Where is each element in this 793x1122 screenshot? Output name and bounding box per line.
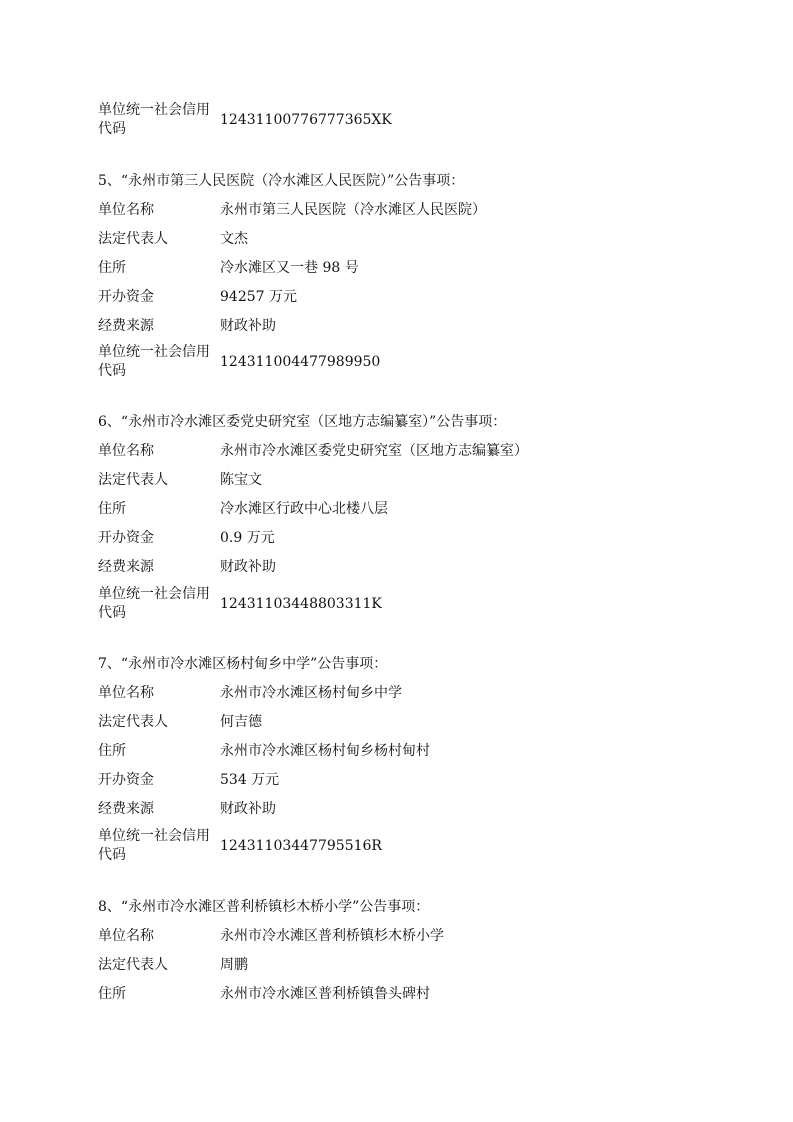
field-value: 94257 万元 bbox=[220, 289, 297, 305]
field-label: 经费来源 bbox=[98, 559, 154, 575]
record-row-address bbox=[98, 500, 718, 530]
field-label: 单位统一社会信用代码 bbox=[98, 828, 210, 863]
record-row-unit-name bbox=[98, 927, 718, 957]
record-row-funding-source bbox=[98, 800, 718, 830]
record-row-credit-code bbox=[98, 101, 718, 141]
field-value: 534 万元 bbox=[220, 772, 280, 788]
record-row-legal-rep bbox=[98, 471, 718, 501]
field-value: 永州市冷水滩区普利桥镇杉木桥小学 bbox=[220, 928, 444, 944]
field-value: 永州市第三人民医院（冷水滩区人民医院） bbox=[220, 202, 486, 218]
field-value: 永州市冷水滩区杨村甸乡杨村甸村 bbox=[220, 743, 430, 759]
field-label: 法定代表人 bbox=[98, 472, 168, 488]
record-row-credit-code bbox=[98, 827, 718, 867]
record-row-funding-source bbox=[98, 558, 718, 588]
field-value: 财政补助 bbox=[220, 559, 276, 575]
field-label: 法定代表人 bbox=[98, 957, 168, 973]
field-label: 开办资金 bbox=[98, 530, 154, 546]
field-label: 住所 bbox=[98, 501, 126, 517]
field-label: 住所 bbox=[98, 260, 126, 276]
record-row-unit-name bbox=[98, 684, 718, 714]
field-label: 住所 bbox=[98, 743, 126, 759]
record-row-unit-name bbox=[98, 201, 718, 231]
field-value: 冷水滩区又一巷 98 号 bbox=[220, 260, 359, 276]
record-row-address bbox=[98, 742, 718, 772]
field-label: 单位统一社会信用代码 bbox=[98, 344, 210, 379]
section-heading-5: 5、“永州市第三人民医院（冷水滩区人民医院）”公告事项： bbox=[98, 173, 465, 189]
field-value: 陈宝文 bbox=[220, 472, 262, 488]
section-heading-6: 6、“永州市冷水滩区委党史研究室（区地方志编纂室）”公告事项： bbox=[98, 414, 507, 430]
field-label: 单位名称 bbox=[98, 443, 154, 459]
field-label: 经费来源 bbox=[98, 801, 154, 817]
field-value: 永州市冷水滩区杨村甸乡中学 bbox=[220, 685, 402, 701]
section-heading-7: 7、“永州市冷水滩区杨村甸乡中学”公告事项： bbox=[98, 656, 388, 672]
field-label: 法定代表人 bbox=[98, 231, 168, 247]
field-value: 财政补助 bbox=[220, 801, 276, 817]
record-row-credit-code bbox=[98, 585, 718, 625]
field-value: 12431103448803311K bbox=[220, 596, 382, 612]
record-row-funds bbox=[98, 288, 718, 318]
section-heading-8: 8、“永州市冷水滩区普利桥镇杉木桥小学”公告事项： bbox=[98, 899, 430, 915]
field-label: 开办资金 bbox=[98, 772, 154, 788]
record-row-legal-rep bbox=[98, 230, 718, 260]
record-row-funds bbox=[98, 771, 718, 801]
field-value: 何吉德 bbox=[220, 714, 262, 730]
record-row-credit-code bbox=[98, 343, 718, 383]
field-value: 永州市冷水滩区委党史研究室（区地方志编纂室） bbox=[220, 443, 528, 459]
field-label: 单位统一社会信用代码 bbox=[98, 586, 210, 621]
field-value: 12431100776777365XK bbox=[220, 112, 392, 128]
field-value: 冷水滩区行政中心北楼八层 bbox=[220, 501, 388, 517]
field-value: 0.9 万元 bbox=[220, 530, 275, 546]
field-label: 法定代表人 bbox=[98, 714, 168, 730]
field-value: 周鹏 bbox=[220, 957, 248, 973]
record-row-legal-rep bbox=[98, 713, 718, 743]
field-value: 财政补助 bbox=[220, 318, 276, 334]
field-label: 单位名称 bbox=[98, 928, 154, 944]
record-row-address bbox=[98, 985, 718, 1015]
record-row-funds bbox=[98, 529, 718, 559]
field-label: 单位名称 bbox=[98, 202, 154, 218]
field-value: 12431103447795516R bbox=[220, 838, 382, 854]
field-label: 开办资金 bbox=[98, 289, 154, 305]
field-value: 永州市冷水滩区普利桥镇鲁头碑村 bbox=[220, 986, 430, 1002]
field-label: 单位名称 bbox=[98, 685, 154, 701]
record-row-address bbox=[98, 259, 718, 289]
field-value: 文杰 bbox=[220, 231, 248, 247]
record-row-legal-rep bbox=[98, 956, 718, 986]
field-value: 124311004477989950 bbox=[220, 354, 381, 370]
field-label: 经费来源 bbox=[98, 318, 154, 334]
record-row-unit-name bbox=[98, 442, 718, 472]
field-label: 住所 bbox=[98, 986, 126, 1002]
field-label: 单位统一社会信用代码 bbox=[98, 102, 210, 137]
